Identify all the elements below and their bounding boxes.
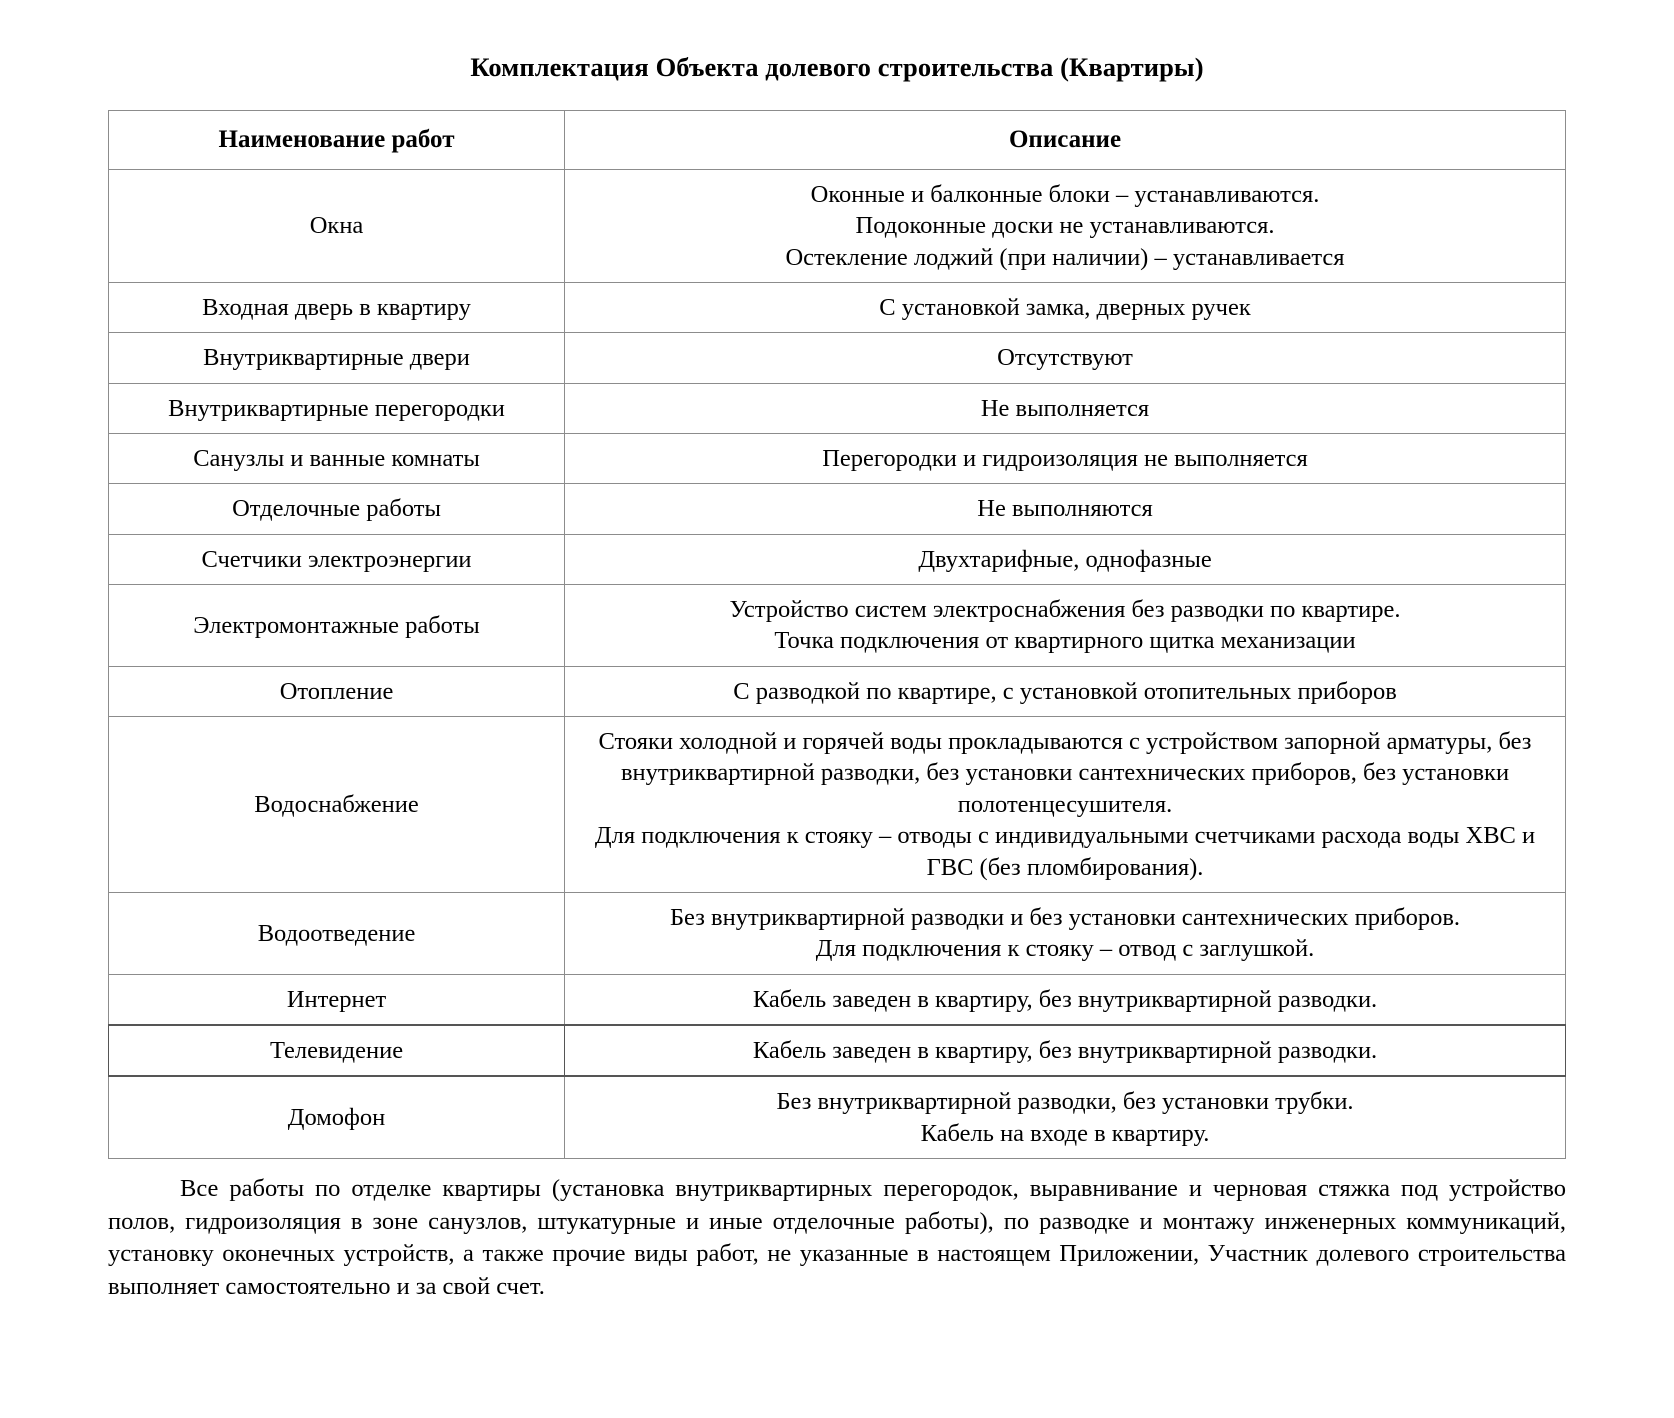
cell-work-name: Отопление <box>109 666 565 716</box>
cell-description <box>565 1076 1566 1158</box>
table-row <box>109 333 1566 383</box>
description-line: Стояки холодной и горячей воды прокладываются с устройством запорной арматуры, без внутриквартирной разводки, без установки сантехнических приборов, без установки полотенцесушителя. <box>598 728 1532 818</box>
description-line: Не выполняется <box>980 394 1150 422</box>
description-line: Кабель на входе в квартиру. <box>920 1119 1210 1147</box>
cell-work-name: Отделочные работы <box>109 484 565 534</box>
description-line: Без внутриквартирной разводки и без установки сантехнических приборов. <box>669 903 1461 931</box>
cell-work-name: Интернет <box>109 974 565 1025</box>
table-row <box>109 534 1566 584</box>
table-row <box>109 169 1566 282</box>
table-row <box>109 892 1566 974</box>
cell-description <box>565 282 1566 332</box>
cell-description <box>565 892 1566 974</box>
page-title: Комплектация Объекта долевого строительства (Квартиры) <box>470 52 1204 82</box>
table-row <box>109 282 1566 332</box>
cell-description <box>565 383 1566 433</box>
cell-description <box>565 1025 1566 1076</box>
cell-work-name: Санузлы и ванные комнаты <box>109 433 565 483</box>
description-line: Точка подключения от квартирного щитка механизации <box>774 627 1356 655</box>
description-line: Оконные и балконные блоки – устанавливаются. <box>810 180 1320 208</box>
cell-description <box>565 585 1566 667</box>
table-row <box>109 383 1566 433</box>
description-line: Без внутриквартирной разводки, без установки трубки. <box>776 1088 1354 1116</box>
table-row <box>109 1076 1566 1158</box>
cell-description <box>565 333 1566 383</box>
description-line: Не выполняются <box>977 495 1153 523</box>
cell-description <box>565 169 1566 282</box>
description-line: Перегородки и гидроизоляция не выполняется <box>822 444 1308 472</box>
table-row <box>109 484 1566 534</box>
cell-work-name: Водоснабжение <box>109 717 565 893</box>
cell-work-name: Телевидение <box>109 1025 565 1076</box>
description-line: Двухтарифные, однофазные <box>918 545 1212 573</box>
description-line: Устройство систем электроснабжения без разводки по квартире. <box>729 596 1401 624</box>
cell-work-name: Внутриквартирные перегородки <box>109 383 565 433</box>
cell-description <box>565 717 1566 893</box>
table-body <box>109 169 1566 1158</box>
cell-description <box>565 534 1566 584</box>
table-row <box>109 1025 1566 1076</box>
cell-work-name: Счетчики электроэнергии <box>109 534 565 584</box>
cell-work-name: Электромонтажные работы <box>109 585 565 667</box>
description-line: С установкой замка, дверных ручек <box>879 293 1251 321</box>
description-line: Остекление лоджий (при наличии) – устанавливается <box>785 243 1345 271</box>
cell-description <box>565 666 1566 716</box>
description-line: Для подключения к стояку – отводы с индивидуальными счетчиками расхода воды ХВС и ГВС (без пломбирования). <box>594 822 1536 881</box>
description-line: Подоконные доски не устанавливаются. <box>855 212 1275 240</box>
cell-description <box>565 484 1566 534</box>
cell-work-name: Входная дверь в квартиру <box>109 282 565 332</box>
cell-work-name: Окна <box>109 169 565 282</box>
cell-description <box>565 433 1566 483</box>
description-line: Для подключения к стояку – отвод с заглушкой. <box>815 935 1315 963</box>
cell-work-name: Водоотведение <box>109 892 565 974</box>
table-row <box>109 717 1566 893</box>
table-row <box>109 585 1566 667</box>
specification-table <box>108 110 1566 1159</box>
column-header-name: Наименование работ <box>109 110 565 169</box>
cell-work-name: Домофон <box>109 1076 565 1158</box>
table-row <box>109 974 1566 1025</box>
description-line: Кабель заведен в квартиру, без внутриквартирной разводки. <box>752 985 1378 1013</box>
column-header-description: Описание <box>565 110 1566 169</box>
description-line: Отсутствуют <box>997 344 1133 372</box>
table-header-row <box>109 110 1566 169</box>
cell-work-name: Внутриквартирные двери <box>109 333 565 383</box>
footer-note: Все работы по отделке квартиры (установка внутриквартирных перегородок, выравнивание и черновая стяжка под устройство полов, гидроизоляция в зоне санузлов, штукатурные и иные отделочные работы), по разводке и монтажу инженерных коммуникаций, установку оконечных устройств, а также прочие виды работ, не указанные в настоящем Приложении, Участник долевого строительства выполняет самостоятельно и за свой счет. <box>108 1175 1566 1300</box>
description-line: Кабель заведен в квартиру, без внутриквартирной разводки. <box>752 1036 1378 1064</box>
description-line: С разводкой по квартире, с установкой отопительных приборов <box>733 677 1397 705</box>
cell-description <box>565 974 1566 1025</box>
table-row <box>109 433 1566 483</box>
table-row <box>109 666 1566 716</box>
